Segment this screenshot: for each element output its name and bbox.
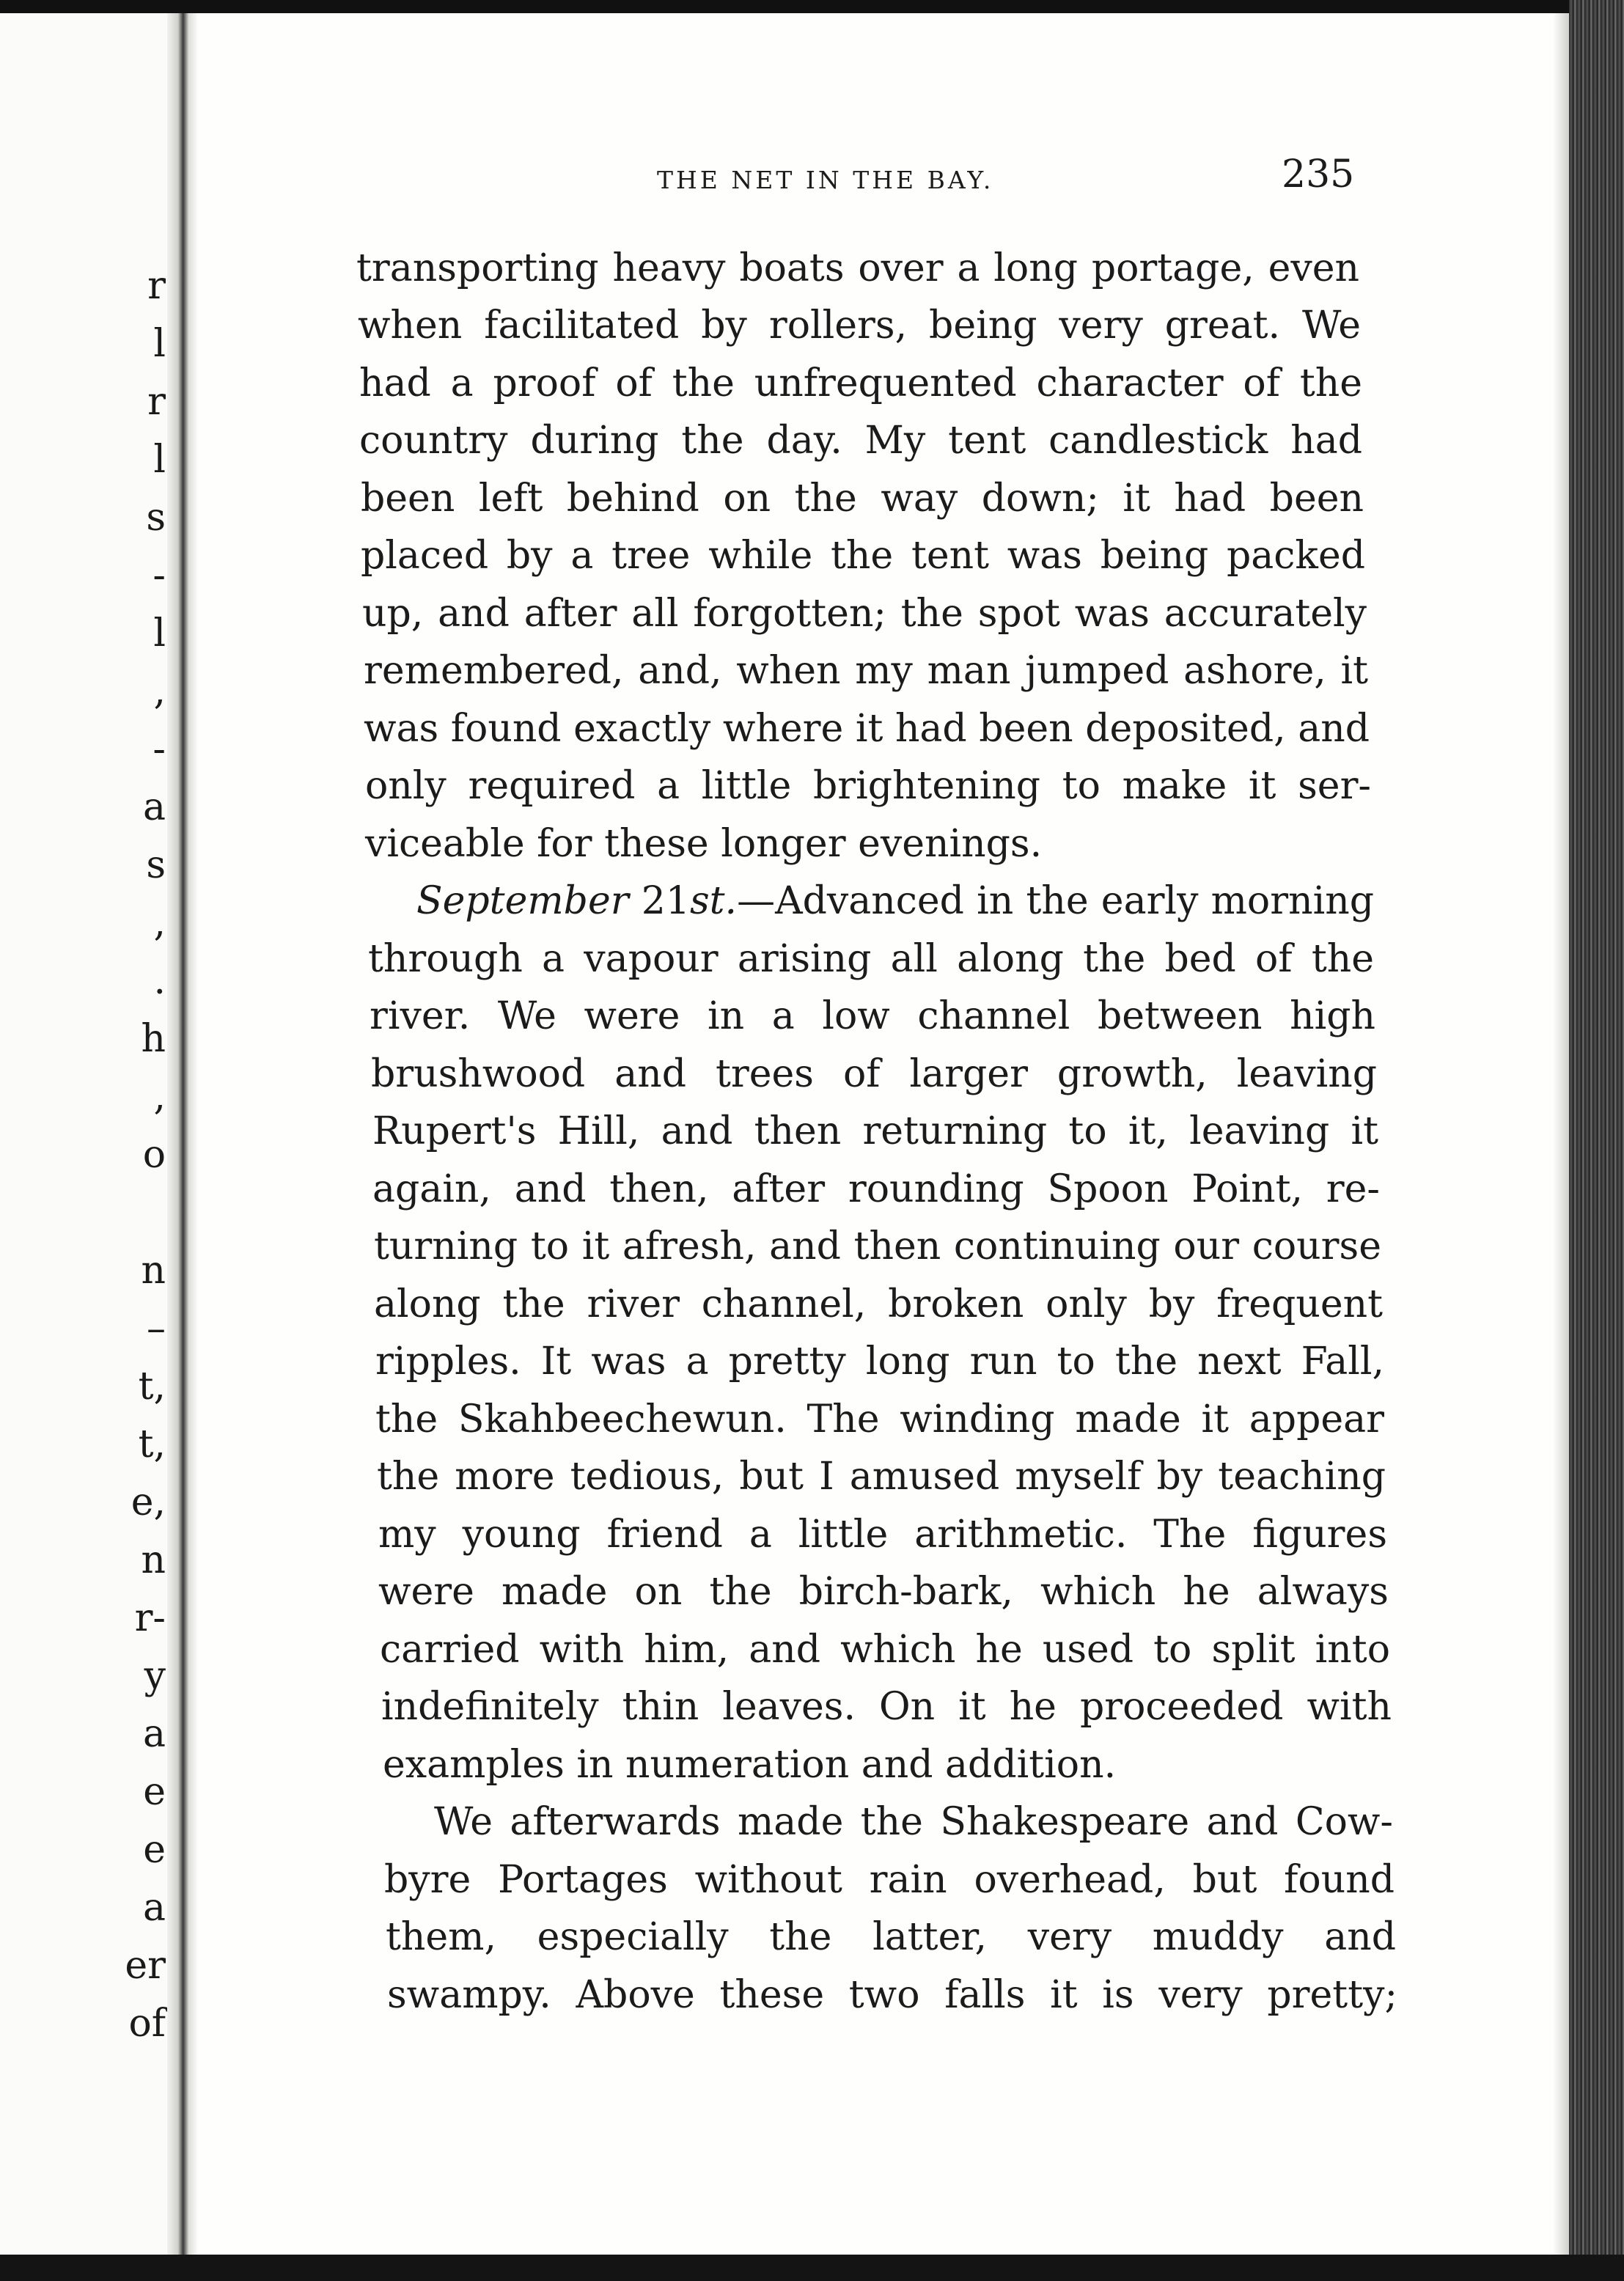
text-line: viceable for these longer evenings. <box>365 822 1043 866</box>
left-fragment: r- <box>134 1596 166 1640</box>
text-line: the Skahbeechewun. The winding made it appear <box>375 1397 1384 1441</box>
text-line: carried with him, and which he used to split into <box>380 1628 1390 1672</box>
text-line: only required a little brightening to make it ser- <box>365 764 1371 808</box>
left-fragment: – <box>147 1307 166 1351</box>
running-head: THE NET IN THE BAY. <box>657 166 994 194</box>
scan-top-border <box>0 0 1624 13</box>
text-line: remembered, and, when my man jumped ashore, it <box>364 649 1368 693</box>
text-line: byre Portages without rain overhead, but found <box>384 1858 1395 1902</box>
left-fragment: s <box>146 843 166 887</box>
text-line: We afterwards made the Shakespeare and Cow- <box>434 1800 1393 1844</box>
text-line: ripples. It was a pretty long run to the next Fall, <box>375 1340 1384 1384</box>
left-fragment: a <box>142 1712 166 1756</box>
left-fragment: y <box>144 1654 166 1698</box>
left-fragment: . <box>153 959 166 1003</box>
text-line: through a vapour arising all along the bed of the <box>368 937 1374 981</box>
text-line: along the river channel, broken only by frequent <box>374 1282 1383 1326</box>
text-line: examples in numeration and addition. <box>383 1743 1117 1787</box>
text-line: up, and after all forgotten; the spot was accurately <box>362 592 1367 636</box>
left-fragment: s <box>146 496 166 540</box>
page-edge-shadow <box>1553 13 1569 2255</box>
text-line: the more tedious, but I amused myself by teaching <box>377 1455 1386 1499</box>
text-line: had a proof of the unfrequented character of the <box>359 361 1362 405</box>
left-fragment: a <box>142 1886 166 1930</box>
left-fragment: e, <box>131 1480 166 1524</box>
left-fragment: e <box>143 1770 166 1814</box>
text-line: transporting heavy boats over a long portage, even <box>356 246 1359 290</box>
left-fragment: n <box>141 1538 166 1582</box>
left-fragment: , <box>153 1075 166 1119</box>
date-line-rest: —Advanced in the early morning <box>737 879 1374 923</box>
date-month: September <box>416 879 629 923</box>
left-fragment: - <box>153 554 166 598</box>
left-fragment: o <box>142 1133 166 1177</box>
left-fragment: t, <box>138 1364 166 1408</box>
left-fragment: er <box>125 1944 166 1988</box>
text-line: indefinitely thin leaves. On it he proceeded with <box>381 1685 1392 1729</box>
left-fragment: , <box>153 669 166 713</box>
left-fragment: l <box>153 438 166 482</box>
text-line: river. We were in a low channel between high <box>370 994 1375 1038</box>
text-line-dated <box>416 879 1374 923</box>
left-fragment: n <box>141 1249 166 1293</box>
text-line: when facilitated by rollers, being very great. We <box>358 304 1361 348</box>
left-fragment: , <box>153 901 166 945</box>
text-line: were made on the birch-bark, which he always <box>378 1570 1389 1614</box>
left-fragment: a <box>142 785 166 829</box>
scan-bottom-border <box>0 2255 1624 2281</box>
text-line: again, and then, after rounding Spoon Point, re- <box>372 1167 1380 1211</box>
text-line: my young friend a little arithmetic. The figures <box>378 1513 1387 1557</box>
page-number: 235 <box>1282 153 1355 196</box>
date-suffix: st. <box>689 879 738 923</box>
book-fore-edge <box>1569 0 1624 2281</box>
left-fragment: - <box>153 727 166 771</box>
book-gutter <box>167 13 198 2255</box>
date-day: 21 <box>641 879 690 923</box>
text-line: been left behind on the way down; it had been <box>361 477 1364 521</box>
text-line: brushwood and trees of larger growth, leaving <box>371 1052 1377 1096</box>
left-fragment: t, <box>138 1422 166 1466</box>
left-fragment: l <box>153 322 166 366</box>
text-line: country during the day. My tent candlestick had <box>359 419 1362 463</box>
left-fragment: of <box>128 2002 166 2046</box>
left-fragment: r <box>147 380 166 424</box>
left-fragment: l <box>153 611 166 655</box>
text-line: turning to it afresh, and then continuing our course <box>374 1224 1381 1268</box>
text-line: them, especially the latter, very muddy and <box>386 1915 1396 1959</box>
left-fragment: e <box>143 1828 166 1872</box>
text-line: was found exactly where it had been deposited, and <box>364 707 1370 751</box>
left-fragment: h <box>141 1017 166 1061</box>
text-line: placed by a tree while the tent was being packed <box>361 534 1365 578</box>
text-line: swampy. Above these two falls it is very pretty; <box>387 1973 1397 2017</box>
text-line: Rupert's Hill, and then returning to it, leaving it <box>372 1109 1378 1153</box>
left-page-edge <box>0 13 182 2255</box>
left-fragment: r <box>147 264 166 308</box>
